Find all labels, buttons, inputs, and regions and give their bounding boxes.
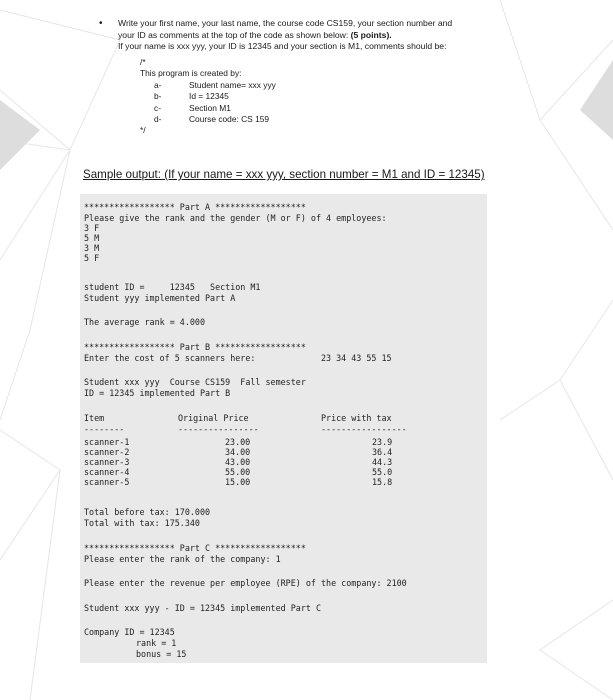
table-separator: ----------------	[178, 424, 259, 434]
part-a-input: 5 F	[84, 253, 100, 263]
part-a-input: 3 F	[84, 223, 100, 233]
comment-item-key: c-	[154, 102, 161, 113]
comment-item-value: Id = 12345	[189, 91, 229, 102]
part-a-implemented: Student yyy implemented Part A	[84, 293, 236, 303]
comment-open: /*	[140, 57, 146, 67]
table-separator: --------	[84, 424, 125, 434]
total-before-tax: Total before tax: 170.000	[84, 507, 211, 517]
table-cell-price: 55.00	[225, 467, 251, 477]
part-c-header: ****************** Part C ******************	[84, 543, 306, 553]
table-cell-price: 23.00	[225, 437, 251, 447]
table-cell-tax: 44.3	[372, 457, 393, 467]
comment-intro: This program is created by:	[140, 68, 242, 79]
part-a-input: 3 M	[84, 243, 100, 253]
table-cell-price: 34.00	[225, 447, 251, 457]
part-b-prompt: Enter the cost of 5 scanners here:	[84, 353, 256, 363]
part-a-input: 5 M	[84, 233, 100, 243]
part-b-id: ID = 12345 implemented Part B	[84, 388, 231, 398]
company-id: Company ID = 12345	[84, 627, 175, 637]
table-cell-item: scanner-5	[84, 477, 130, 487]
company-bonus: bonus = 15	[136, 649, 187, 659]
table-cell-tax: 23.9	[372, 437, 393, 447]
sample-output-title: Sample output: (If your name = xxx yyy, section number = M1 and ID = 12345)	[83, 168, 485, 181]
comment-item	[140, 80, 400, 91]
company-rank: rank = 1	[136, 638, 177, 648]
comment-item-key: a-	[154, 79, 162, 90]
table-cell-item: scanner-1	[84, 437, 130, 447]
part-c-rpe-prompt: Please enter the revenue per employee (RPE) of the company: 2100	[84, 578, 407, 588]
console-output	[80, 194, 487, 663]
part-b-header: ****************** Part B ******************	[84, 342, 306, 352]
points-label: (5 points).	[350, 29, 392, 40]
table-header-tax: Price with tax	[321, 413, 392, 423]
instruction-line-2-text: your ID as comments at the top of the code as shown below:	[118, 29, 349, 40]
comment-block	[140, 57, 400, 137]
table-cell-item: scanner-4	[84, 467, 130, 477]
table-cell-price: 15.00	[225, 477, 251, 487]
table-cell-tax: 55.0	[372, 467, 393, 477]
comment-item-key: d-	[154, 113, 162, 124]
comment-item-value: Section M1	[189, 102, 231, 113]
instruction-line-3: If your name is xxx yyy, your ID is 12345 and your section is M1, comments should be:	[118, 41, 447, 52]
instructions	[99, 18, 548, 53]
table-header-item: Item	[84, 413, 105, 423]
part-a-id-line: student ID = 12345 Section M1	[84, 282, 261, 292]
instruction-line-1: Write your first name, your last name, the course code CS159, your section number and	[118, 18, 453, 28]
comment-item-key: b-	[154, 91, 162, 102]
table-cell-tax: 15.8	[372, 477, 393, 487]
part-b-student: Student xxx yyy Course CS159 Fall semester	[84, 377, 306, 387]
part-c-implemented: Student xxx yyy - ID = 12345 implemented Part C	[84, 603, 321, 613]
comment-item	[140, 103, 400, 114]
comment-item	[140, 114, 400, 125]
part-a-average: The average rank = 4.000	[84, 317, 206, 327]
table-cell-item: scanner-2	[84, 447, 130, 457]
table-cell-item: scanner-3	[84, 457, 130, 467]
comment-item-value: Student name= xxx yyy	[189, 79, 276, 90]
part-b-input: 23 34 43 55 15	[321, 353, 392, 363]
comment-item-value: Course code: CS 159	[189, 113, 270, 124]
table-separator: -----------------	[321, 424, 407, 434]
part-a-header: ****************** Part A ******************	[84, 202, 306, 212]
comment-close: */	[140, 125, 146, 136]
instruction-line-2	[118, 30, 548, 42]
total-with-tax: Total with tax: 175.340	[84, 518, 200, 528]
part-c-rank-prompt: Please enter the rank of the company: 1	[84, 554, 281, 564]
table-header-price: Original Price	[178, 413, 249, 423]
bullet-icon: •	[99, 18, 103, 29]
table-cell-price: 43.00	[225, 457, 251, 467]
comment-item	[140, 91, 400, 102]
table-cell-tax: 36.4	[372, 447, 393, 457]
part-a-prompt: Please give the rank and the gender (M or F) of 4 employees:	[84, 213, 387, 223]
